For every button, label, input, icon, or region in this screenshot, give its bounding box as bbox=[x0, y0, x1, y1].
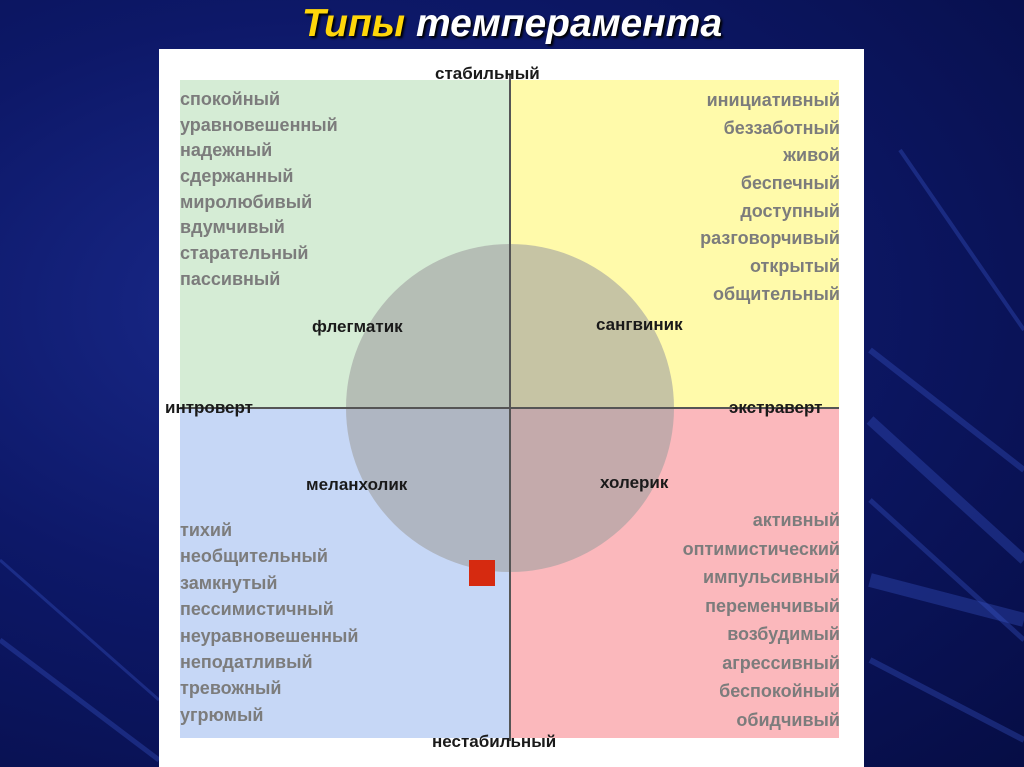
trait-item: инициативный bbox=[706, 90, 840, 110]
trait-item: агрессивный bbox=[722, 652, 840, 673]
trait-item: пассивный bbox=[180, 268, 281, 289]
trait-item: неуравновешенный bbox=[180, 625, 359, 646]
trait-list-choleric bbox=[683, 506, 840, 734]
slide-title-accent: Типы bbox=[301, 2, 406, 45]
trait-item: живой bbox=[783, 145, 840, 166]
temperament-label-choleric: холерик bbox=[600, 473, 669, 492]
trait-item: активный bbox=[752, 510, 840, 530]
trait-item: импульсивный bbox=[703, 567, 840, 587]
position-marker bbox=[469, 560, 495, 586]
trait-item: беспечный bbox=[740, 173, 840, 194]
axis-label-extravert: экстраверт bbox=[729, 398, 823, 417]
temperament-label-sanguine: сангвиник bbox=[596, 315, 683, 334]
trait-item: сдержанный bbox=[180, 166, 294, 187]
temperament-label-phlegmatic: флегматик bbox=[312, 317, 403, 336]
trait-item: угрюмый bbox=[180, 704, 264, 725]
trait-item: тревожный bbox=[180, 678, 282, 699]
trait-item: пессимистичный bbox=[180, 599, 334, 620]
trait-item: общительный bbox=[712, 283, 840, 304]
trait-item: разговорчивый bbox=[700, 228, 840, 249]
trait-item: оптимистический bbox=[682, 538, 840, 559]
trait-item: спокойный bbox=[180, 89, 281, 109]
trait-item: доступный bbox=[740, 200, 840, 221]
axis-label-introvert: интроверт bbox=[165, 398, 253, 417]
trait-item: беззаботный bbox=[723, 117, 840, 138]
temperament-label-melancholic: меланхолик bbox=[306, 475, 408, 494]
trait-list-melancholic bbox=[180, 517, 358, 728]
slide-title-rest: темперамента bbox=[415, 2, 723, 45]
trait-item: переменчивый bbox=[705, 595, 840, 616]
trait-item: неподатливый bbox=[180, 651, 313, 672]
trait-item: беспокойный bbox=[719, 681, 840, 701]
trait-item: замкнутый bbox=[180, 572, 278, 593]
trait-item: открытый bbox=[750, 256, 840, 277]
trait-item: уравновешенный bbox=[180, 114, 338, 135]
trait-item: миролюбивый bbox=[180, 191, 313, 212]
trait-item: возбудимый bbox=[727, 624, 840, 644]
trait-item: тихий bbox=[180, 520, 233, 540]
temperament-diagram bbox=[159, 49, 864, 767]
slide-title bbox=[0, 2, 1024, 46]
trait-item: необщительный bbox=[180, 546, 328, 567]
axis-label-stable: стабильный bbox=[435, 64, 540, 83]
trait-item: старательный bbox=[180, 243, 309, 264]
axis-label-unstable: нестабильный bbox=[432, 732, 557, 751]
trait-item: надежный bbox=[180, 140, 273, 161]
trait-item: обидчивый bbox=[736, 709, 840, 730]
trait-list-phlegmatic bbox=[180, 87, 338, 293]
trait-item: вдумчивый bbox=[180, 217, 285, 238]
trait-list-sanguine bbox=[700, 87, 840, 309]
